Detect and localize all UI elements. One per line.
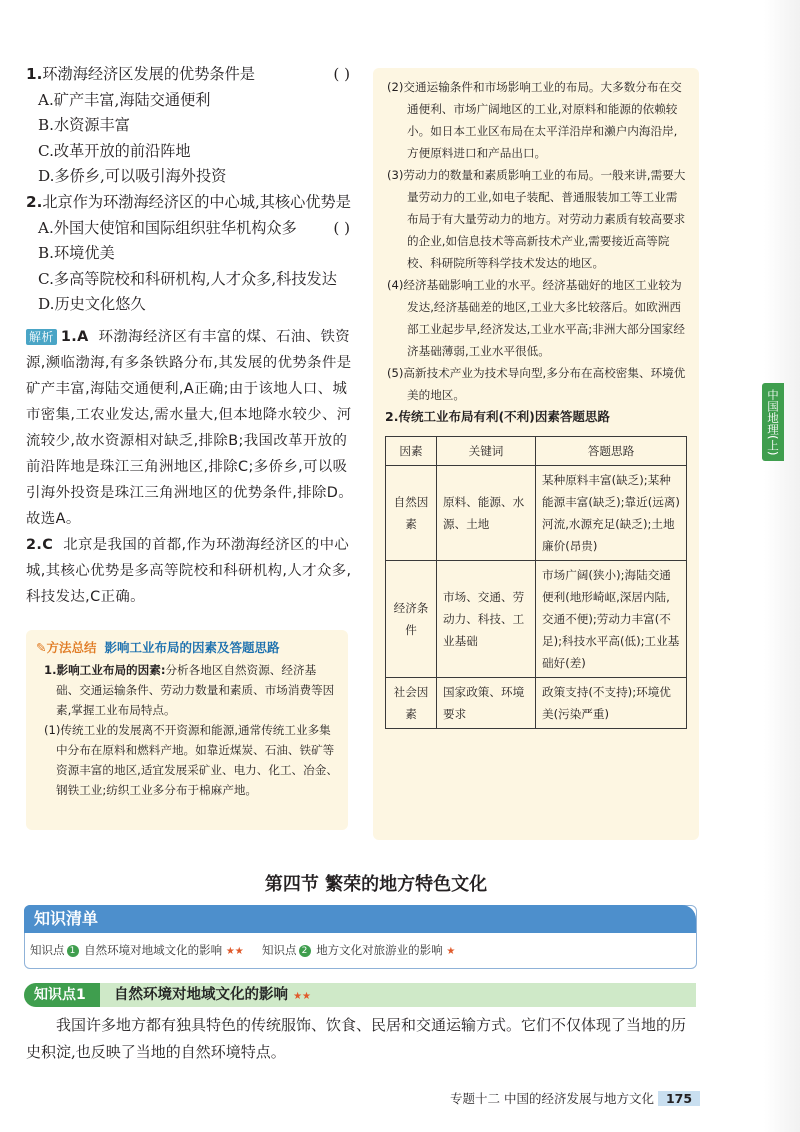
kp2-label: 地方文化对旅游业的影响 [316,943,443,957]
kp-title-text: 自然环境对地域文化的影响 [114,987,288,1003]
answer-1-text: 环渤海经济区有丰富的煤、石油、铁资源,濒临渤海,有多条铁路分布,其发展的优势条件是矿产丰富,海陆交通便利,A正确;由于该地人口、城市密集,工农业发达,需水量大,但本地降水较少、河流较少,故水资源相对缺乏,排除B;我国改革开放的前沿阵地是珠江三角洲地区,排除C;多侨乡,可以吸引海外投资是珠江三角洲地区的优势条件,排除D。故选A。 [26,328,354,527]
method-p1-label: 1.影响工业布局的因素: [44,663,166,677]
right-p5: (5)高新技术产业为技术导向型,多分布在高校密集、环境优美的地区。 [387,366,686,402]
method-tag: 方法总结 [46,640,97,655]
answer-1-label: 1.A [60,328,89,345]
page-footer [450,1089,700,1107]
table-cell-keywords: 市场、交通、劳动力、科技、工业基础 [437,561,536,678]
difficulty-stars: ★★ [225,946,244,957]
table-cell-idea: 政策支持(不支持);环境优美(污染严重) [536,678,687,729]
right-p4: (4)经济基础影响工业的水平。经济基础好的地区工业较为发达,经济基础差的地区,工业大多比较落后。如欧洲西部工业起步早,经济发达,工业水平高;非洲大部分国家经济基础薄弱,工业水平很低。 [387,278,685,358]
option-a: A.矿产丰富,海陆交通便利 [38,90,211,109]
table-cell-factor: 经济条件 [386,561,437,678]
table-header-row [386,437,687,466]
lightbulb-icon: ✎ [36,640,47,655]
page-number: 175 [658,1091,700,1106]
kp2-link[interactable] [262,943,455,957]
knowledge-list-title: 知识清单 [34,909,99,928]
right-column [373,68,699,840]
question-stem: 北京作为环渤海经济区的中心城,其核心优势是 [42,192,351,211]
option-b: B.环境优美 [38,244,115,263]
method-p2: (1)传统工业的发展离不开资源和能源,通常传统工业多集中分布在原料和燃料产地。如靠近煤炭、石油、铁矿等资源丰富的地区,适宜发展采矿业、电力、化工、冶金、钢铁工业;纺织工业多分布于棉麻产地。 [44,723,338,797]
chapter-side-tab[interactable]: 中国地理(上) [762,383,784,461]
table-header: 答题思路 [536,437,687,466]
table-cell-keywords: 原料、能源、水源、土地 [437,466,536,561]
table-cell-factor: 社会因素 [386,678,437,729]
answer-2-label: 2.C [26,536,54,553]
page-edge-shadow [764,0,800,1132]
question-number: 2. [26,192,43,211]
difficulty-stars: ★ [446,946,456,957]
knowledge-point-tag: 知识点1 [24,983,100,1007]
right-p3: (3)劳动力的数量和素质影响工业的布局。一般来讲,需要大量劳动力的工业,如电子装配、普通服装加工等工业需布局于有大量劳动力的地方。对劳动力素质有较高要求的企业,如信息技术等高新技术产业,需要接近高等院校、科研院所等科学技术发达的地区。 [387,168,686,270]
answer-blank: ( ) [333,65,350,83]
table-row [386,561,687,678]
table-header: 关键词 [437,437,536,466]
kp1-prefix: 知识点 [30,943,65,957]
kp2-number: 2 [299,945,311,957]
answer-2-text: 北京是我国的首都,作为环渤海经济区的中心城,其核心优势是多高等院校和科研机构,人才众多,科技发达,C正确。 [26,536,352,605]
analysis [26,324,356,610]
kp1-number: 1 [67,945,79,957]
question-1 [26,62,356,190]
kp1-label: 自然环境对地域文化的影响 [84,943,223,957]
left-column [26,62,356,610]
knowledge-point-title [114,983,311,1009]
option-d: D.多侨乡,可以吸引海外投资 [38,167,227,186]
section-title: 第四节 繁荣的地方特色文化 [264,874,488,895]
table-cell-idea: 市场广阔(狭小);海陆交通便利(地形崎岖,深居内陆,交通不便);劳动力丰富(不足);科技水平高(低);工业基础好(差) [536,561,687,678]
difficulty-stars: ★★ [293,991,311,1002]
table-cell-idea: 某种原料丰富(缺乏);某种能源丰富(缺乏);靠近(远离)河流,水源充足(缺乏);土地廉价(昂贵) [536,466,687,561]
table-cell-keywords: 国家政策、环境要求 [437,678,536,729]
table-title: 2.传统工业布局有利(不利)因素答题思路 [385,409,610,424]
kp2-prefix: 知识点 [262,943,297,957]
question-stem: 环渤海经济区发展的优势条件是 [42,65,255,83]
option-b: B.水资源丰富 [38,116,130,135]
answer-blank: ( ) [333,218,350,237]
option-d: D.历史文化悠久 [38,295,146,314]
table-cell-factor: 自然因素 [386,466,437,561]
analysis-tag: 解析 [26,329,57,345]
option-c: C.改革开放的前沿阵地 [38,141,191,160]
question-2 [26,190,356,318]
right-p2: (2)交通运输条件和市场影响工业的布局。大多数分布在交通便利、市场广阔地区的工业,对原料和能源的依赖较小。如日本工业区布局在太平洋沿岸和濑户内海沿岸,方便原料进口和产品出口。 [387,80,682,160]
question-number: 1. [26,65,43,83]
knowledge-list-header [24,905,696,933]
method-summary-box [26,630,348,830]
method-heading: 影响工业布局的因素及答题思路 [104,640,280,655]
table-row [386,466,687,561]
knowledge-points [30,942,455,958]
table-row [386,678,687,729]
factors-table [385,436,687,729]
table-header: 因素 [386,437,437,466]
method-p1-text: 分析各地区自然资源、经济基础、交通运输条件、劳动力数量和素质、市场消费等因素,掌握工业布局特点。 [56,663,335,717]
kp1-link[interactable] [30,943,244,957]
body-paragraph: 我国许多地方都有独具特色的传统服饰、饮食、民居和交通运输方式。它们不仅体现了当地的历史积淀,也反映了当地的自然环境特点。 [26,1016,687,1061]
option-c: C.多高等院校和科研机构,人才众多,科技发达 [38,269,337,288]
option-a: A.外国大使馆和国际组织驻华机构众多 [38,218,297,237]
footer-chapter: 专题十二 中国的经济发展与地方文化 [450,1091,654,1106]
